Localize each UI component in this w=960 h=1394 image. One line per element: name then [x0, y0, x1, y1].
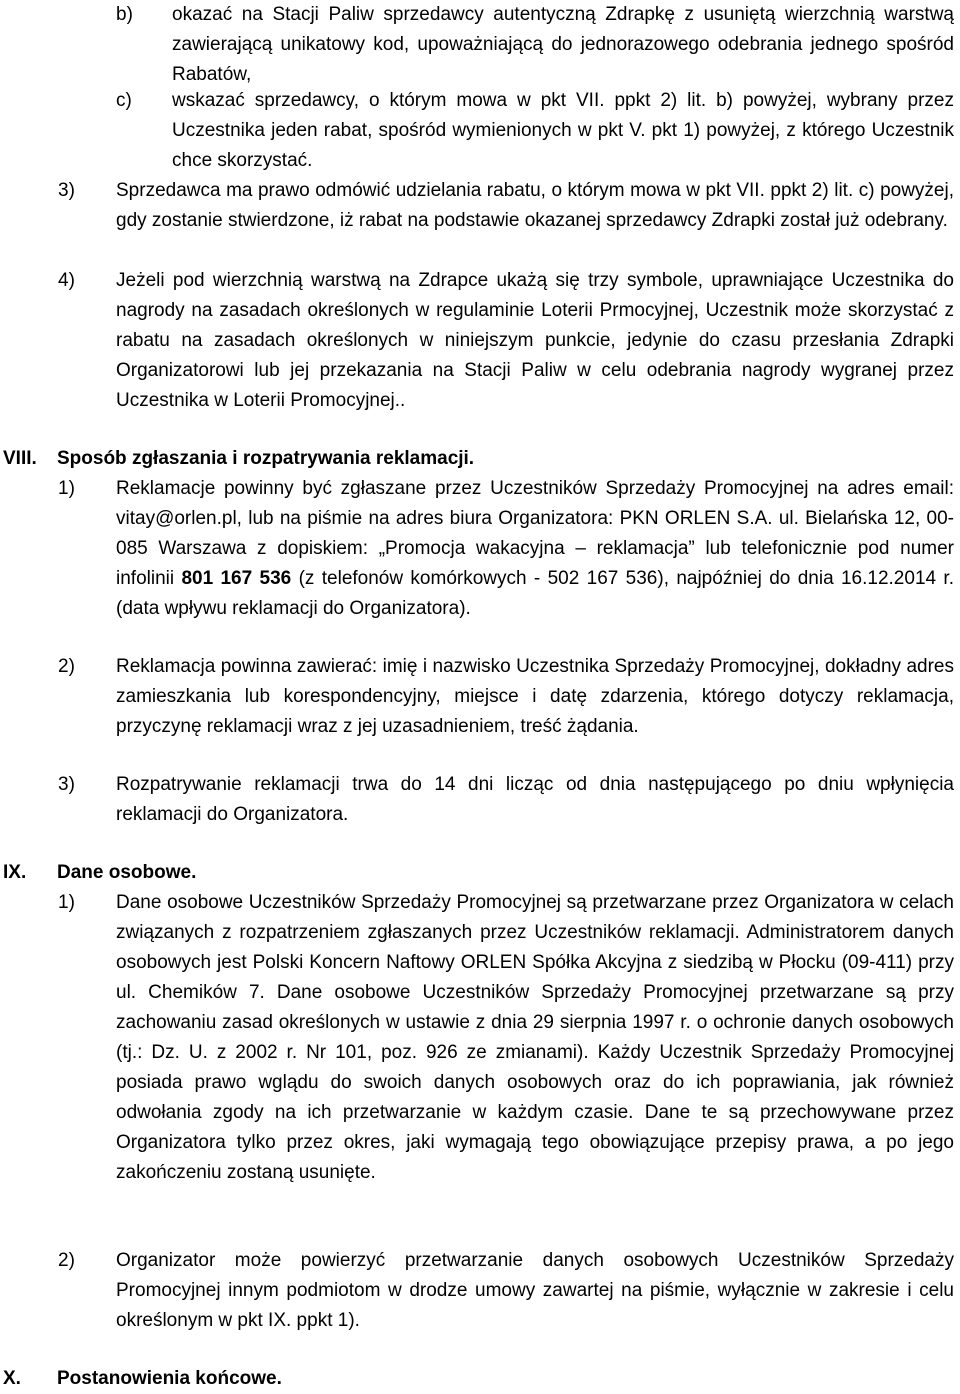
section-title: Sposób zgłaszania i rozpatrywania reklamacji. [57, 448, 475, 469]
section-title: Dane osobowe. [57, 862, 197, 883]
list-item-text: Jeżeli pod wierzchnią warstwą na Zdrapce ukażą się trzy symbole, uprawniające Uczestnika do nagrody na zasadach określonych w regulaminie Loterii Prmocyjnej, Uczestnik może skorzystać z rabatu na zasadach określonych w niniejszym punkcie, jedynie do czasu przesłania Zdrapki Organizatorowi lub jej przekazania na Stacji Paliw w celu odebrania nagrody wygranej przez Uczestnika w Loterii Promocyjnej.. [116, 270, 954, 411]
list-item-number: 3) [58, 774, 75, 795]
list-item-viii-2 [58, 652, 954, 742]
list-item-ix-1 [58, 888, 954, 1188]
list-item-3 [58, 176, 954, 236]
list-item-text: Sprzedawca ma prawo odmówić udzielania rabatu, o którym mowa w pkt VII. ppkt 2) lit. c) powyżej, gdy zostanie stwierdzone, iż rabat na podstawie okazanej sprzedawcy Zdrapki został już odebrany. [116, 180, 954, 231]
list-item-b [116, 0, 954, 90]
list-item-number: 2) [58, 656, 75, 677]
section-number: IX. [3, 862, 27, 883]
list-item-viii-3 [58, 770, 954, 830]
text-part: Reklamacje powinny być zgłaszane przez Uczestników Sprzedaży Promocyjnej na adres email: vitay@orlen.pl, lub na piśmie na adres biura Organizatora: PKN ORLEN S.A. ul. Bielańska 12, 00-085 Warszawa z dopiskiem: „Promocja wakacyjna – reklamacja” lub telefonicznie pod numer infolinii [116, 478, 954, 589]
list-item-c [116, 86, 954, 176]
list-item-number: b) [116, 4, 133, 25]
list-item-text: wskazać sprzedawcy, o którym mowa w pkt VII. ppkt 2) lit. b) powyżej, wybrany przez Uczestnika jeden rabat, spośród wymienionych w pkt V. pkt 1) powyżej, z którego Uczestnik chce skorzystać. [172, 90, 954, 171]
phone-number: 801 167 536 [181, 568, 292, 589]
section-number: VIII. [3, 448, 37, 469]
list-item-ix-2 [58, 1246, 954, 1336]
list-item-text [116, 474, 954, 624]
text-part: (z telefonów komórkowych - 502 167 536), najpóźniej do dnia 16.12.2014 r. (data wpływu reklamacji do Organizatora). [116, 568, 954, 619]
list-item-text: Rozpatrywanie reklamacji trwa do 14 dni licząc od dnia następującego po dniu wpłynięcia reklamacji do Organizatora. [116, 774, 954, 825]
section-title: Postanowienia końcowe. [57, 1368, 282, 1389]
list-item-number: 1) [58, 478, 75, 499]
list-item-number: 4) [58, 270, 75, 291]
list-item-viii-1 [58, 474, 954, 624]
list-item-number: c) [116, 90, 132, 111]
list-item-text: Reklamacja powinna zawierać: imię i nazwisko Uczestnika Sprzedaży Promocyjnej, dokładny adres zamieszkania lub korespondencyjny, miejsce i datę zdarzenia, którego dotyczy reklamacja, przyczynę reklamacji wraz z jej uzasadnieniem, treść żądania. [116, 656, 954, 737]
list-item-text: okazać na Stacji Paliw sprzedawcy autentyczną Zdrapkę z usuniętą wierzchnią warstwą zawierającą unikatowy kod, upoważniającą do jednorazowego odebrania jednego spośród Rabatów, [172, 4, 954, 85]
list-item-number: 3) [58, 180, 75, 201]
list-item-number: 2) [58, 1250, 75, 1271]
list-item-text: Organizator może powierzyć przetwarzanie danych osobowych Uczestników Sprzedaży Promocyjnej innym podmiotom w drodze umowy zawartej na piśmie, wyłącznie w zakresie i celu określonym w pkt IX. ppkt 1). [116, 1250, 954, 1331]
list-item-text: Dane osobowe Uczestników Sprzedaży Promocyjnej są przetwarzane przez Organizatora w celach związanych z rozpatrzeniem zgłaszanych przez Uczestników reklamacji. Administratorem danych osobowych jest Polski Koncern Naftowy ORLEN Spółka Akcyjna z siedzibą w Płocku (09-411) przy ul. Chemików 7. Dane osobowe Uczestników Sprzedaży Promocyjnej przetwarzane są przy zachowaniu zasad określonych w ustawie z dnia 29 sierpnia 1997 r. o ochronie danych osobowych (tj.: Dz. U. z 2002 r. Nr 101, poz. 926 ze zmianami). Każdy Uczestnik Sprzedaży Promocyjnej posiada prawo wglądu do swoich danych osobowych oraz do ich poprawiania, jak również odwołania zgody na ich przetwarzanie w każdym czasie. Dane te są przechowywane przez Organizatora tylko przez okres, jaki wymagają tego obowiązujące przepisy prawa, a po jego zakończeniu zostaną usunięte. [116, 892, 954, 1183]
section-number: X. [3, 1368, 21, 1389]
list-item-number: 1) [58, 892, 75, 913]
list-item-4 [58, 266, 954, 416]
